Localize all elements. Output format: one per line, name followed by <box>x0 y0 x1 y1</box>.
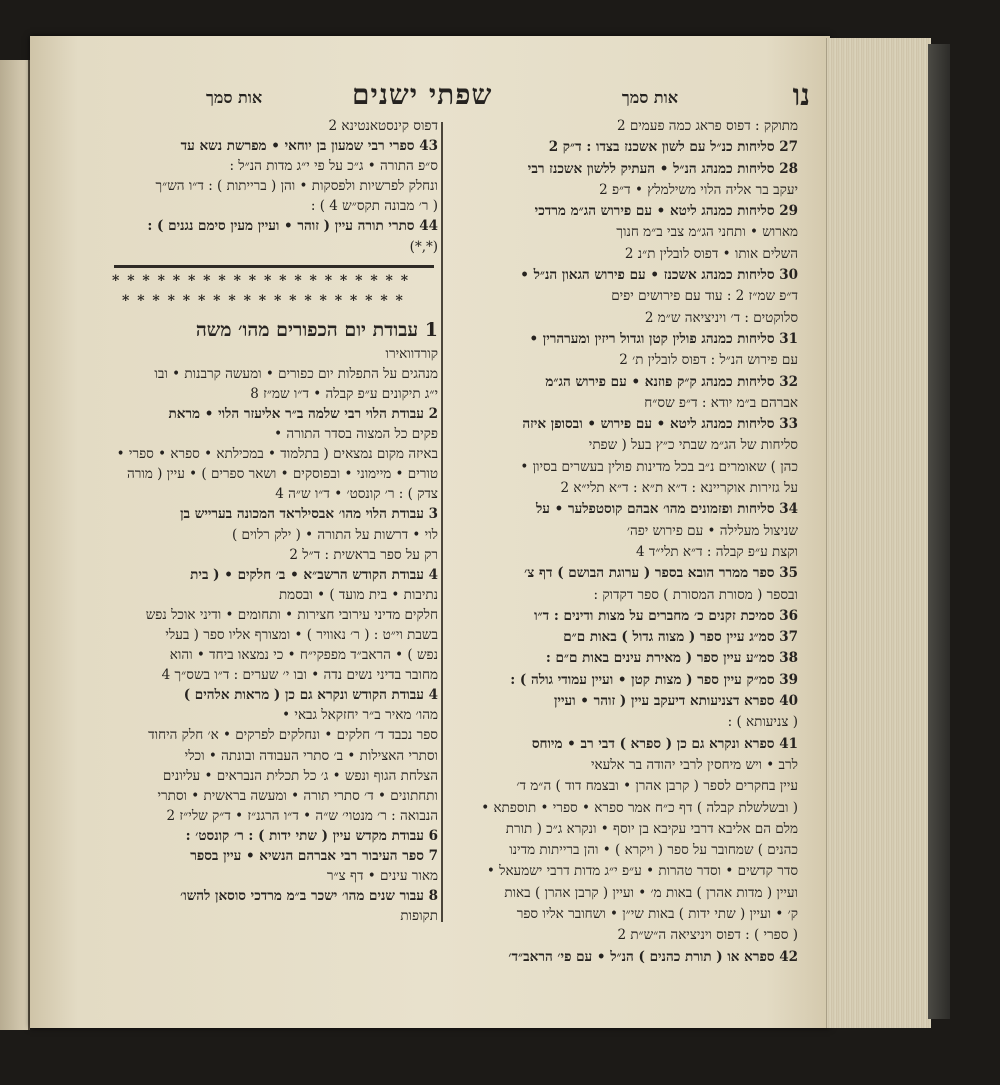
catalog-line: 27 סליחות כנ״ל עם לשון אשכנז בצדו : ד״ק 2 <box>548 139 798 156</box>
catalog-line: 44 סתרי תורה עיין ( זוהר • ועיין מעין סימם נגנים ) : <box>147 218 438 235</box>
catalog-line: 6 עבודת מקדש עיין ( שתי ידות ) : ר׳ קונסט׳ : <box>185 827 438 844</box>
catalog-line: ועיין ( מדות אהרן ) באות מ׳ • ועיין ( קרבן אהרן ) באות <box>504 884 798 901</box>
catalog-line: ד״פ שמ״ז 2 : עוד עם פירושים יפים <box>611 288 798 305</box>
catalog-line: 35 ספר ממרר הובא בספר ( ערוגת הבושם ) דף צ׳ <box>524 565 798 582</box>
catalog-line: מארוש • ותחני הג״מ צבי ב״מ חנוך <box>616 224 798 241</box>
page-fore-edge <box>826 38 931 1028</box>
catalog-line: מתוקק : דפוס פראג כמה פעמים 2 <box>616 118 798 134</box>
catalog-line: סדר קדשים • וסדר טהרות • ע״פ י״ג מדות דרבי ישמעאל • <box>486 863 798 880</box>
catalog-line: 32 סליחות כמנהג ק״ק פוזנא • עם פירוש הג״מ <box>545 373 798 390</box>
catalog-line: נפש ) • הראב״ד מפפקי״ח • כי נמצאו ביחד • והוא <box>169 647 438 664</box>
column-divider <box>441 122 443 922</box>
catalog-line: אברהם ב״מ יודא : ד״פ שס״ח <box>644 394 798 411</box>
left-column-main-entries <box>72 316 438 927</box>
catalog-line: 7 ספר העיבור רבי אברהם הנשיא • עיין בספר <box>190 848 438 864</box>
catalog-line: טורים • מיימוני • ובפוסקים • ושאר ספרים ) • עיין ( מורה <box>126 466 438 483</box>
catalog-line: בשבת וי״ט : ( ר׳ נאוויר ) • ומצורף אליו ספר ( בעלי <box>165 626 438 643</box>
catalog-line: שניצול מעלילה • עם פירוש יפה׳ <box>626 522 798 539</box>
catalog-line: 38 סמ״ע עיין ספר ( מאירת עינים באות ם״ם : <box>545 650 798 667</box>
section-rule <box>114 265 434 268</box>
catalog-line: 41 ספרא ונקרא גם כן ( ספרא ) דבי רב • מיוחס <box>531 735 798 752</box>
catalog-line: ( צניעותא ) : <box>727 714 798 731</box>
catalog-line: השלים אותו • דפוס לובלין ת״נ 2 <box>624 245 798 262</box>
catalog-line: 8 עבור שנים מהו׳ ישכר ב״מ מרדכי סוסאן להשו׳ <box>180 888 438 905</box>
left-column-top-entries <box>72 116 438 257</box>
catalog-line: דפוס קינסטאנטינא 2 <box>328 118 438 134</box>
running-header <box>190 78 810 118</box>
catalog-line: 34 סליחות ופזמונים מהו׳ אבהם קוסטפלער • על <box>535 501 798 518</box>
left-column <box>72 116 438 926</box>
header-title: שפתי ישנים <box>352 78 493 111</box>
catalog-line: ותחתונים • ד׳ סתרי תורה • ומעשה בראשית • וסתרי <box>157 787 438 804</box>
catalog-line: 4 עבודת הקודש הרשב״א • ב׳ חלקים • ( בית <box>190 566 438 583</box>
header-ot-samech-right: אות סמך <box>621 88 678 107</box>
catalog-line: 29 סליחות כמנהג ליטא • עם פירוש הג״מ מרדכי <box>534 203 798 220</box>
catalog-line: 3 עבודת הלוי מהו׳ אבסילראד המכונה בערייש בן <box>180 506 438 523</box>
catalog-line: 42 ספרא או ( תורת כהנים ) הנ״ל • עם פי׳ הראב״ד׳ <box>508 948 798 965</box>
catalog-line: מהו׳ מאיר ב״ר יחזקאל גבאי • <box>282 707 438 724</box>
catalog-line: באיזה מקום נמצאים ( בתלמוד • במכילתא • ספרא • ספרי • <box>116 446 438 463</box>
catalog-line: 36 סמיכת זקנים כ׳ מחברים על מצות ודינים : ד״ו <box>534 607 798 624</box>
catalog-line: סלוקטים : ד׳ ויניציאה ש״מ 2 <box>644 309 798 326</box>
catalog-line: על גזירות אוקריינא : ד״א ת״א : ד״א תלי״א 2 <box>560 480 798 497</box>
catalog-line: (*,*) <box>409 238 438 255</box>
catalog-line: מלם הם אליבא דרבי עקיבא בן יוסף • ונקרא ג״כ ( תורת <box>505 820 798 837</box>
catalog-line: כהן ) שאומרים נ״ב בכל מדינות פולין בעשרים בסיון • <box>520 458 798 475</box>
catalog-line: סליחות של הג״מ שבתי כ״ץ בעל ( שפתי <box>588 437 798 454</box>
page-number: נו <box>792 78 810 113</box>
catalog-line: 43 ספרי רבי שמעון בן יוחאי • מפרשת נשא עד <box>180 138 438 155</box>
catalog-line: ( ספרי ) : דפוס ויניציאה ה״ש״ת 2 <box>617 927 798 944</box>
star-divider-row-2: * * * * * * * * * * * * * * * * * * * <box>122 292 405 309</box>
catalog-line: 37 סמ״ג עיין ספר ( מצוה גדול ) באות ם״ם <box>563 629 798 646</box>
catalog-line: וסתרי האצילות • ב׳ סתרי העבודה ובונתה • וכלי <box>184 747 438 764</box>
catalog-line: כהנים ) שמחובר על ספר ( ויקרא ) • והן ברייתות מדינו <box>509 842 798 859</box>
catalog-line: חלקים מדיני עירובי חצירות • ותחומים • ודיני אוכל נפש <box>145 606 438 623</box>
catalog-line: 4 עבודת הקודש ונקרא גם כן ( מראות אלהים ) <box>183 687 438 704</box>
catalog-line: י״ג תיקונים ע״פ קבלה • ד״ו שמ״ז 8 <box>250 385 438 402</box>
header-ot-samech-left: אות סמך <box>206 88 263 107</box>
catalog-line: הצלחת הגוף ונפש • ג׳ כל תכלית הנבראים • עליונים <box>162 767 438 784</box>
catalog-line: מחובר בדיני נשים נדה • ובו י׳ שערים : ד״ו בשס״ך 4 <box>161 667 438 684</box>
star-divider-row-1: * * * * * * * * * * * * * * * * * * * * <box>112 272 410 289</box>
catalog-line: תקופות <box>400 908 438 925</box>
catalog-line: לוי • דרשות על התורה • ( ילק רלוים ) <box>231 526 438 543</box>
book-cover-edge <box>928 44 950 1019</box>
catalog-line: 2 עבודת הלוי רבי שלמה ב״ר אליעזר הלוי • מראת <box>168 405 438 422</box>
catalog-line: פקים כל המצוה בסדר התורה • <box>274 426 438 443</box>
catalog-line: ונחלק לפרשיות ולפסקות • והן ( ברייתות ) : ד״ו הש״ך <box>155 178 438 195</box>
catalog-line: הנבואה : ר׳ מנטוי׳ ש״ה • ד״ו הרגנ״ז • ד״ק שלי״ז 2 <box>166 807 438 824</box>
catalog-line: 31 סליחות כמנהג פולין קטן וגדול ריזין ומערהרין • <box>529 330 798 347</box>
catalog-line: ק׳ • ועיין ( שתי ידות ) באות שי״ן • ושחובר אליו ספר <box>516 905 798 922</box>
catalog-line: קורדוואירו <box>385 345 438 362</box>
catalog-line: יעקב בר אליה הלוי משילמלץ • ד״פ 2 <box>599 181 798 198</box>
previous-page-edge <box>0 60 30 1030</box>
catalog-line: 28 סליחות כמנהג הנ״ל • העתיק ללשון אשכנז רבי <box>527 160 798 177</box>
catalog-line: ( ר׳ מבונה תקס״ש 4 ) : <box>310 198 438 215</box>
catalog-line: 1 עבודת יום הכפורים מהו׳ משה <box>195 318 438 341</box>
catalog-line: ספר נכבד ד׳ חלקים • ונחלקים לפרקים • א׳ חלק היחוד <box>148 727 438 744</box>
catalog-line: עיין בחקרים לספר ( קרבן אהרן • ובצמח דוד ) ה״מ ד׳ <box>516 778 798 795</box>
catalog-line: 40 ספרא דצניעותא דיעקב עיין ( זוהר • ועיין <box>553 693 798 710</box>
catalog-line: רק על ספר בראשית : ד״ל 2 <box>289 546 438 563</box>
catalog-line: ( ובשלשלת קבלה ) דף כ״ח אמר ספרא • ספרי • תוספתא • <box>481 799 798 816</box>
catalog-line: ס״פ התורה • ג״כ על פי י״ג מדות הנ״ל : <box>229 158 438 175</box>
catalog-line: עם פירוש הנ״ל : דפוס לובלין ת׳ 2 <box>619 352 798 369</box>
right-column <box>446 116 798 968</box>
catalog-line: לרב • ויש מיחסין לרבי יהודה בר אלעאי <box>590 756 798 773</box>
catalog-line: 33 סליחות כמנהג ליטא • עם פירוש • ובסופן איזה <box>522 416 798 433</box>
catalog-line: מאור עינים • דף צ״ר <box>326 868 438 885</box>
catalog-line: מנהגים על התפלות יום כפורים • ומעשה קרבנות • ובו <box>154 365 438 382</box>
catalog-line: נתיבות • בית מועד ) • ובסמת <box>278 586 438 603</box>
catalog-line: ובספר ( מסורת המסורת ) ספר דקדוק : <box>593 586 798 603</box>
catalog-line: וקצת ע״פ קבלה : ד״א תלי״ד 4 <box>636 543 798 560</box>
catalog-line: צדק ) : ר׳ קונסט׳ • ד״ו ש״ה 4 <box>275 486 438 503</box>
catalog-line: 30 סליחות כמנהג אשכנז • עם פירוש הגאון הנ״ל • <box>520 267 798 284</box>
catalog-line: 39 סמ״ק עיין ספר ( מצות קטן • ועיין עמודי גולה ) : <box>510 671 798 688</box>
